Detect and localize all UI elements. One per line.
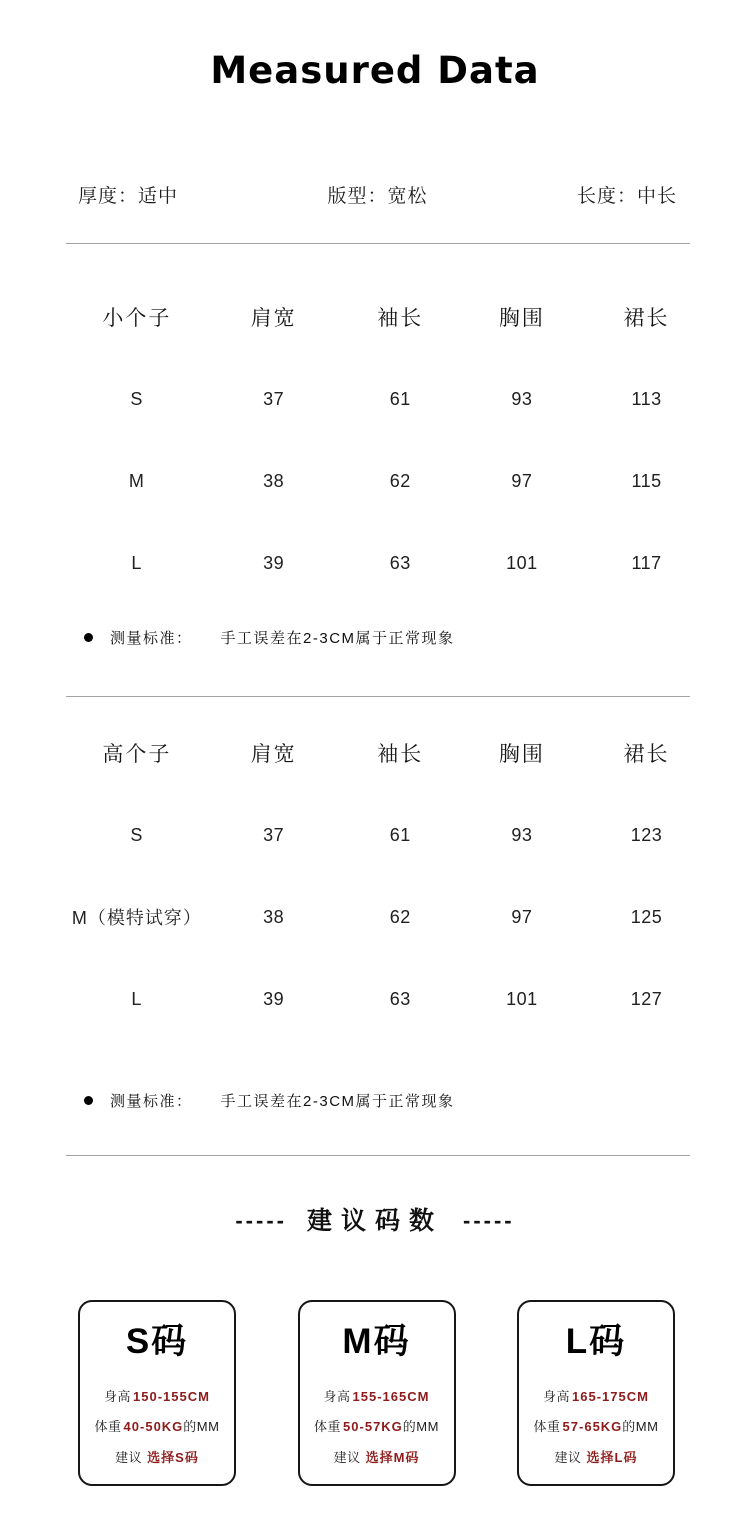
weight-value: 57-65KG	[562, 1419, 623, 1434]
attribute-fit: 版型：宽松	[327, 186, 428, 207]
weight-value: 50-57KG	[343, 1419, 403, 1434]
weight-label: 体重	[314, 1419, 342, 1434]
attribute-thickness: 厚度：适中	[78, 186, 179, 207]
size-recommendation-cards	[78, 1300, 675, 1486]
table-header-row	[66, 712, 710, 794]
garment-attributes-row	[78, 181, 677, 208]
table-cell: 97	[511, 906, 533, 927]
table-header-row	[66, 276, 710, 358]
header-cell-sleeve: 袖长	[377, 743, 424, 766]
header-cell-sleeve: 袖长	[377, 307, 424, 330]
divider	[66, 696, 690, 697]
table-cell: 127	[630, 988, 663, 1009]
dash-decoration-right: -----	[463, 1207, 515, 1233]
measurement-note	[84, 622, 750, 652]
advice-value: 选择S码	[147, 1450, 199, 1465]
table-row-s	[66, 358, 710, 440]
size-label: S	[130, 388, 144, 409]
table-cell: 113	[631, 388, 662, 409]
size-card-l	[517, 1300, 675, 1486]
weight-suffix: 的MM	[183, 1419, 220, 1434]
card-title: M码	[342, 1322, 411, 1361]
height-label: 身高	[543, 1389, 571, 1404]
bullet-icon	[84, 1096, 93, 1105]
size-label: M（模特试穿）	[71, 908, 202, 928]
height-label: 身高	[323, 1389, 351, 1404]
height-value: 150-155CM	[133, 1389, 210, 1404]
table-cell: 115	[631, 470, 662, 491]
header-cell-shoulder: 肩宽	[250, 743, 297, 766]
header-cell-skirt-length: 裙长	[623, 307, 670, 330]
height-line	[519, 1390, 673, 1403]
table-cell: 63	[389, 552, 411, 573]
header-cell-group: 小个子	[102, 307, 172, 330]
height-label: 身高	[104, 1389, 132, 1404]
header-cell-bust: 胸围	[498, 307, 545, 330]
table-row-m-model	[66, 876, 710, 958]
suggested-sizes-title: 建议码数	[306, 1207, 443, 1235]
measurement-note	[84, 1085, 750, 1115]
note-text: 手工误差在2-3CM属于正常现象	[220, 629, 455, 647]
advice-label: 建议	[333, 1450, 361, 1465]
table-cell: 61	[389, 388, 411, 409]
table-row-l	[66, 522, 710, 604]
height-value: 155-165CM	[352, 1389, 430, 1404]
table-cell: 63	[389, 988, 411, 1009]
size-label: M	[128, 470, 145, 491]
advice-label: 建议	[115, 1450, 143, 1465]
table-cell: 37	[263, 388, 285, 409]
header-cell-shoulder: 肩宽	[250, 307, 297, 330]
table-cell: 39	[263, 552, 285, 573]
note-label: 测量标准：	[110, 1092, 193, 1110]
weight-suffix: 的MM	[402, 1419, 439, 1434]
card-title: L码	[565, 1322, 627, 1361]
size-card-s	[78, 1300, 236, 1486]
size-table-petite	[66, 276, 710, 604]
table-cell: 62	[389, 470, 411, 491]
table-cell: 101	[506, 988, 538, 1009]
table-row-s	[66, 794, 710, 876]
table-row-l	[66, 958, 710, 1040]
divider	[66, 1155, 690, 1156]
header-cell-group: 高个子	[102, 743, 172, 766]
advice-line	[519, 1451, 673, 1464]
table-cell: 123	[630, 824, 663, 845]
header-cell-bust: 胸围	[498, 743, 545, 766]
header-cell-skirt-length: 裙长	[623, 743, 670, 766]
table-cell: 117	[631, 552, 662, 573]
attribute-length: 长度：中长	[576, 186, 677, 207]
size-label: S	[130, 824, 144, 845]
table-cell: 61	[389, 824, 411, 845]
page-title: Measured Data	[210, 49, 540, 92]
table-cell: 93	[511, 388, 533, 409]
height-line	[80, 1390, 234, 1403]
table-cell: 37	[263, 824, 285, 845]
weight-value: 40-50KG	[123, 1419, 184, 1434]
table-cell: 93	[511, 824, 533, 845]
weight-line	[300, 1420, 454, 1433]
height-line	[300, 1390, 454, 1403]
card-title: S码	[125, 1322, 189, 1361]
dash-decoration-left: -----	[235, 1207, 287, 1233]
note-label: 测量标准：	[110, 629, 193, 647]
size-table-tall	[66, 712, 710, 1040]
table-cell: 39	[263, 988, 285, 1009]
note-text: 手工误差在2-3CM属于正常现象	[220, 1092, 455, 1110]
table-row-m	[66, 440, 710, 522]
advice-line	[300, 1451, 454, 1464]
advice-value: 选择L码	[586, 1450, 638, 1465]
advice-value: 选择M码	[365, 1450, 420, 1465]
weight-label: 体重	[533, 1419, 561, 1434]
weight-line	[80, 1420, 234, 1433]
table-cell: 125	[630, 906, 663, 927]
bullet-icon	[84, 633, 93, 642]
table-cell: 62	[389, 906, 411, 927]
weight-suffix: 的MM	[622, 1419, 659, 1434]
advice-line	[80, 1451, 234, 1464]
table-cell: 38	[263, 470, 285, 491]
advice-label: 建议	[554, 1450, 582, 1465]
divider	[66, 243, 690, 244]
size-card-m	[298, 1300, 456, 1486]
height-value: 165-175CM	[572, 1389, 649, 1404]
weight-label: 体重	[94, 1419, 122, 1434]
weight-line	[519, 1420, 673, 1433]
table-cell: 101	[506, 552, 538, 573]
size-label: L	[131, 988, 143, 1009]
suggested-sizes-heading	[0, 1206, 750, 1236]
table-cell: 38	[263, 906, 285, 927]
size-label: L	[131, 552, 143, 573]
table-cell: 97	[511, 470, 533, 491]
